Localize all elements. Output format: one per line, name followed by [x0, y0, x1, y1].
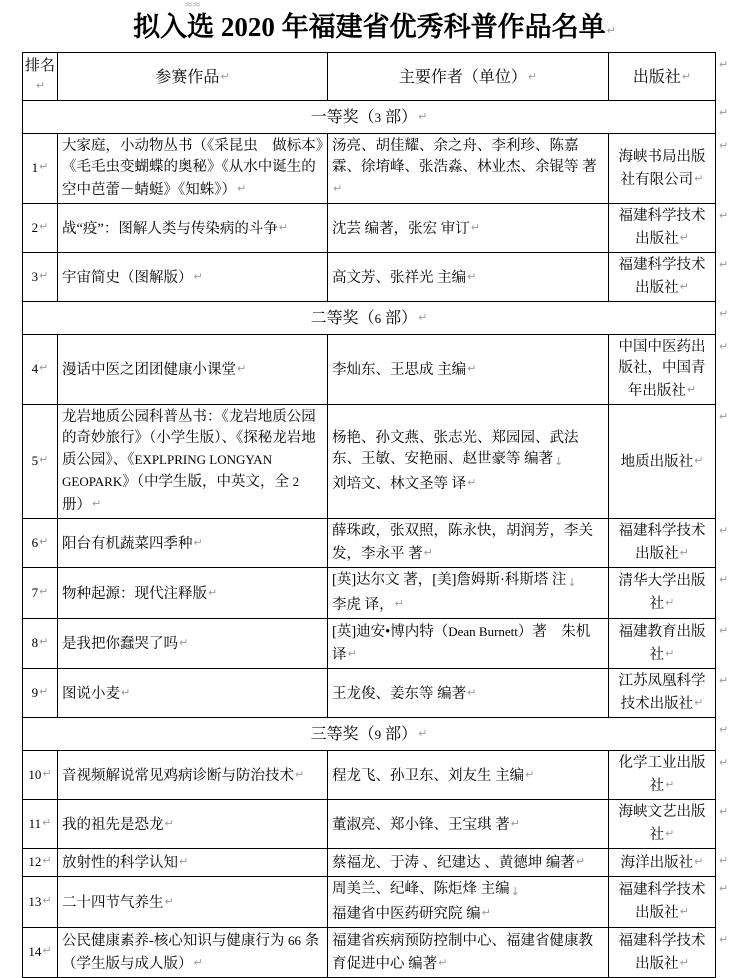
document-page: ≈≈ 拟入选 2020 年福建省优秀科普作品名单↵ 排名↵ 参赛作品↵ 主要作者（单位）↵ 出版社↵ 一等奖（3 部）↵ 1↵ 大家庭，小动物丛书（《采昆虫 做标本》《毛毛虫变蝴蝶的奥秘》《从水中诞生的空中芭蕾－蜻蜓》《知蛛》）↵ 汤亮、胡佳耀、余之舟、李利珍、陈嘉霖、徐堉峰、张浩淼、林业杰、余锟等 著↵ 海峡书局出版社有限公司↵ 2↵ 战“疫”：图解人类与传染病的斗争↵ 沈芸 编著，张宏 审订↵ 福建科学技术出版社↵ 3↵ 宇宙简史（图解版）↵ 高文芳、张祥光 主编↵ 福建科学技术出版社↵ 二等奖（6 部）↵ 4↵ 漫话中医之团团健康小课堂↵ 李灿东、王思成 主编↵ 中国中医药出版社，中国青年出版社↵ 5↵ 龙岩地质公园科普丛书：《龙岩地质公园的奇妙旅行》（小学生版）、《探秘龙岩地质公园》、《EXPLPRING LONGYAN GEOPARK》（中学生版，中英文，全 2 册）↵ 杨艳、孙文燕、张志光、郑园园、武法东、王敏、安艳丽、赵世豪等 编著↓ 刘培文、林文圣等 译↵ 地质出版社↵ 6↵ 阳台有机蔬菜四季种↵ 薛珠政，张双照，陈永快，胡润芳，李关发，李永平 著↵ 福建科学技术出版社↵ 7↵ 物种起源：现代注释版↵ [英]达尔文 著，[美]詹姆斯·科斯塔 注↓ 李虎 译，↵ 清华大学出版社↵ 8↵ 是我把你蠢哭了吗↵ [英]迪安•博内特（Dean Burnett）著 朱机 译↵ 福建教育出版社↵ 9↵ 图说小麦↵ 王龙俊、姜东等 编著↵ 江苏凤凰科学技术出版社↵ 三等奖（9 部）↵ 10↵ 音视频解说常见鸡病诊断与防治技术↵ 程龙飞、孙卫东、刘友生 主编↵ 化学工业出版社↵ 11↵ 我的祖先是恐龙↵ 董淑亮、郑小锋、王宝琪 著↵ 海峡文艺出版社↵ 12↵ 放射性的科学认知↵ 蔡福龙、于涛 、纪建达 、黄德坤 编著↵ 海洋出版社↵ 13↵ 二十四节气养生↵ 周美兰、纪峰、陈炬烽 主编↓ 福建省中医药研究院 编↵ 福建科学技术出版社↵ 14↵ 公民健康素养-核心知识与健康行为 66 条（学生版与成人版）↵ 福建省疾病预防控制中心、福建省健康教育促进中心 编著↵ 福建科学技术出版社↵ ↵ ↵ ↵ ↵ ↵ ↵ ↵ ↵ ↵ ↵ ↵ ↵ ↵ ↵ ↵ ↵ ↵ ↵	[0, 0, 749, 869]
cell-rank: 9↵	[23, 669, 58, 718]
paragraph-mark-icon: ↵	[679, 955, 689, 969]
cell-work-title: 战“疫”：图解人类与传染病的斗争↵	[58, 204, 328, 253]
cell-publisher: 福建科学技术出版社↵	[609, 928, 716, 978]
paragraph-mark-icon: ↵	[237, 182, 247, 195]
paragraph-mark-icon: ↵	[39, 219, 49, 233]
paragraph-mark-icon: ↵	[665, 778, 675, 791]
paragraph-mark-icon: ↵	[237, 362, 247, 375]
cell-author: 王龙俊、姜东等 编著↵	[328, 669, 609, 718]
cell-rank: 10↵	[23, 751, 58, 800]
paragraph-mark-icon: ↵	[525, 767, 535, 781]
column-header-work-label: 参赛作品	[155, 68, 220, 86]
paragraph-mark-icon: ↵	[694, 171, 704, 185]
award-section-header-row	[23, 718, 716, 751]
cell-work-title: 阳台有机蔬菜四季种↵	[58, 519, 328, 568]
column-header-work	[58, 53, 328, 101]
cell-work-title: 宇宙简史（图解版）↵	[58, 253, 328, 302]
paragraph-mark-icon: ↵	[164, 816, 174, 830]
table-row	[23, 204, 716, 253]
paragraph-mark-icon: ↵	[295, 767, 305, 781]
cell-author: 董淑亮、郑小锋、王宝琪 著↵	[328, 800, 609, 849]
paragraph-mark-icon: ↵	[39, 684, 49, 698]
paragraph-mark-icon: ↵	[527, 69, 538, 83]
award-section-label: 三等奖（9 部）↵	[23, 718, 716, 751]
paragraph-mark-icon: ↵	[481, 906, 491, 919]
line-break-mark-icon: ↓	[510, 885, 520, 898]
table-row	[23, 877, 716, 928]
cell-work-title: 音视频解说常见鸡病诊断与防治技术↵	[58, 751, 328, 800]
column-header-publisher	[609, 53, 716, 101]
column-header-rank-label: 排名	[24, 57, 55, 74]
cell-work-title: 放射性的科学认知↵	[58, 849, 328, 877]
cell-rank: 13↵	[23, 877, 58, 928]
cell-publisher: 福建教育出版社↵	[609, 619, 716, 669]
paragraph-mark-icon: ↵	[679, 905, 689, 918]
cell-rank: 4↵	[23, 335, 58, 405]
cell-author: 李灿东、王思成 主编↵	[328, 335, 609, 405]
cell-publisher: 中国中医药出版社，中国青年出版社↵	[609, 335, 716, 405]
paragraph-mark-icon: ↵	[121, 685, 131, 699]
paragraph-mark-icon: ↵	[394, 597, 404, 610]
cell-author: 杨艳、孙文燕、张志光、郑园园、武法东、王敏、安艳丽、赵世豪等 编著↓ 刘培文、林文圣等 译↵	[328, 405, 609, 519]
award-section-label: 二等奖（6 部）↵	[23, 302, 716, 335]
paragraph-mark-icon: ↵	[193, 956, 203, 969]
paragraph-mark-icon: ↵	[333, 182, 343, 195]
paragraph-mark-icon: ↵	[510, 816, 520, 830]
column-header-author-label: 主要作者（单位）	[398, 68, 527, 86]
cell-publisher: 福建科学技术出版社↵	[609, 253, 716, 302]
line-break-mark-icon: ↓	[567, 576, 577, 589]
paragraph-mark-icon: ↵	[575, 855, 586, 868]
paragraph-mark-icon: ↵	[694, 855, 704, 868]
table-row	[23, 849, 716, 877]
cell-rank: 5↵	[23, 405, 58, 519]
paragraph-mark-icon: ↵	[679, 280, 689, 293]
column-header-publisher-label: 出版社	[632, 68, 681, 86]
paragraph-mark-icon: ↵	[193, 269, 203, 283]
award-section-label: 一等奖（3 部）↵	[23, 101, 716, 134]
paragraph-mark-icon: ↵	[42, 815, 52, 829]
paragraph-mark-icon: ↵	[39, 453, 49, 466]
paragraph-mark-icon: ↵	[39, 584, 49, 598]
cell-author: [英]达尔文 著，[美]詹姆斯·科斯塔 注↓ 李虎 译，↵	[328, 568, 609, 619]
paragraph-mark-icon: ↵	[679, 231, 689, 244]
paragraph-mark-icon: ↵	[665, 646, 675, 660]
cell-work-title: 漫话中医之团团健康小课堂↵	[58, 335, 328, 405]
table-row	[23, 928, 716, 978]
paragraph-mark-icon: ↵	[92, 497, 102, 510]
paragraph-mark-icon: ↵	[438, 955, 448, 969]
paragraph-mark-icon: ↵	[418, 109, 428, 123]
cell-work-title: 物种起源：现代注释版↵	[58, 568, 328, 619]
cell-publisher: 福建科学技术出版社↵	[609, 519, 716, 568]
cell-author: 沈芸 编著，张宏 审订↵	[328, 204, 609, 253]
paragraph-mark-icon: ↵	[467, 476, 477, 489]
paragraph-mark-icon: ↵	[665, 596, 675, 609]
cell-author: 蔡福龙、于涛 、纪建达 、黄德坤 编著↵	[328, 849, 609, 877]
table-row	[23, 335, 716, 405]
cell-author: 程龙飞、孙卫东、刘友生 主编↵	[328, 751, 609, 800]
award-section-header-row	[23, 101, 716, 134]
cell-rank: 7↵	[23, 568, 58, 619]
cell-author: [英]迪安•博内特（Dean Burnett）著 朱机 译↵	[328, 619, 609, 669]
paragraph-mark-icon: ↵	[179, 636, 189, 649]
paragraph-mark-icon: ↵	[467, 269, 477, 283]
award-list-table	[22, 52, 716, 978]
paragraph-mark-icon: ↵	[35, 78, 46, 92]
cell-publisher: 海峡文艺出版社↵	[609, 800, 716, 849]
table-row	[23, 253, 716, 302]
cell-rank: 8↵	[23, 619, 58, 669]
cell-work-title: 是我把你蠢哭了吗↵	[58, 619, 328, 669]
cell-work-title: 公民健康素养-核心知识与健康行为 66 条（学生版与成人版）↵	[58, 928, 328, 978]
paragraph-mark-icon: ↵	[208, 585, 218, 599]
paragraph-mark-icon: ↵	[470, 220, 480, 234]
scan-artifact: ≈≈	[186, 0, 203, 7]
paragraph-mark-icon: ↵	[39, 160, 49, 173]
cell-work-title: 我的祖先是恐龙↵	[58, 800, 328, 849]
cell-work-title: 图说小麦↵	[58, 669, 328, 718]
paragraph-mark-icon: ↵	[467, 362, 477, 375]
paragraph-mark-icon: ↵	[42, 944, 52, 957]
cell-publisher: 海洋出版社↵	[609, 849, 716, 877]
cell-rank: 11↵	[23, 800, 58, 849]
cell-author: 周美兰、纪峰、陈炬烽 主编↓ 福建省中医药研究院 编↵	[328, 877, 609, 928]
table-row	[23, 619, 716, 669]
paragraph-mark-icon: ↵	[39, 268, 49, 282]
page-title-text: 拟入选 2020 年福建省优秀科普作品名单	[133, 12, 606, 42]
cell-publisher: 地质出版社↵	[609, 405, 716, 519]
cell-author: 薛珠政，张双照，陈永快，胡润芳，李关发，李永平 著↵	[328, 519, 609, 568]
table-row	[23, 751, 716, 800]
table-row	[23, 405, 716, 519]
paragraph-mark-icon: ↵	[42, 893, 52, 907]
cell-publisher: 江苏凤凰科学技术出版社↵	[609, 669, 716, 718]
cell-work-title: 龙岩地质公园科普丛书：《龙岩地质公园的奇妙旅行》（小学生版）、《探秘龙岩地质公园》、《EXPLPRING LONGYAN GEOPARK》（中学生版，中英文，全 2 册）↵	[58, 405, 328, 519]
paragraph-mark-icon: ↵	[42, 766, 52, 780]
award-section-header-row	[23, 302, 716, 335]
paragraph-mark-icon: ↵	[39, 361, 49, 374]
cell-publisher: 福建科学技术出版社↵	[609, 204, 716, 253]
cell-publisher: 福建科学技术出版社↵	[609, 877, 716, 928]
paragraph-mark-icon: ↵	[418, 310, 428, 324]
paragraph-mark-icon: ↵	[39, 635, 49, 648]
paragraph-mark-icon: ↵	[220, 69, 230, 83]
paragraph-mark-icon: ↵	[467, 685, 477, 699]
table-row	[23, 519, 716, 568]
cell-author: 福建省疾病预防控制中心、福建省健康教育促进中心 编著↵	[328, 928, 609, 978]
column-header-rank	[23, 53, 58, 101]
paragraph-mark-icon: ↵	[278, 220, 289, 234]
paragraph-mark-icon: ↵	[686, 383, 697, 396]
paragraph-mark-icon: ↵	[679, 546, 689, 559]
page-title	[0, 10, 749, 48]
paragraph-mark-icon: ↵	[694, 454, 704, 467]
paragraph-mark-icon: ↵	[164, 894, 174, 908]
table-row	[23, 800, 716, 849]
paragraph-mark-icon: ↵	[39, 534, 49, 548]
table-header-row	[23, 53, 716, 101]
cell-publisher: 清华大学出版社↵	[609, 568, 716, 619]
paragraph-mark-icon: ↵	[179, 855, 189, 868]
paragraph-mark-icon: ↵	[665, 827, 675, 840]
cell-rank: 12↵	[23, 849, 58, 877]
table-row	[23, 669, 716, 718]
cell-rank: 3↵	[23, 253, 58, 302]
column-header-author	[328, 53, 609, 101]
paragraph-mark-icon: ↵	[681, 69, 692, 83]
cell-rank: 14↵	[23, 928, 58, 978]
paragraph-mark-icon: ↵	[193, 535, 203, 549]
cell-work-title: 大家庭，小动物丛书（《采昆虫 做标本》《毛毛虫变蝴蝶的奥秘》《从水中诞生的空中芭蕾－蜻蜓》《知蛛》）↵	[58, 134, 328, 204]
paragraph-mark-icon: ↵	[42, 854, 52, 867]
cell-rank: 6↵	[23, 519, 58, 568]
cell-author: 汤亮、胡佳耀、余之舟、李利珍、陈嘉霖、徐堉峰、张浩淼、林业杰、余锟等 著↵	[328, 134, 609, 204]
table-row	[23, 568, 716, 619]
paragraph-mark-icon: ↵	[418, 726, 428, 740]
cell-rank: 1↵	[23, 134, 58, 204]
cell-author: 高文芳、张祥光 主编↵	[328, 253, 609, 302]
cell-publisher: 化学工业出版社↵	[609, 751, 716, 800]
cell-work-title: 二十四节气养生↵	[58, 877, 328, 928]
paragraph-mark-icon: ↵	[694, 696, 704, 709]
paragraph-mark-icon: ↵	[423, 546, 433, 559]
line-break-mark-icon: ↓	[554, 455, 564, 468]
cell-rank: 2↵	[23, 204, 58, 253]
table-row	[23, 134, 716, 204]
cell-publisher: 海峡书局出版社有限公司↵	[609, 134, 716, 204]
paragraph-mark-icon: ↵	[606, 24, 616, 37]
paragraph-mark-icon: ↵	[347, 647, 357, 660]
